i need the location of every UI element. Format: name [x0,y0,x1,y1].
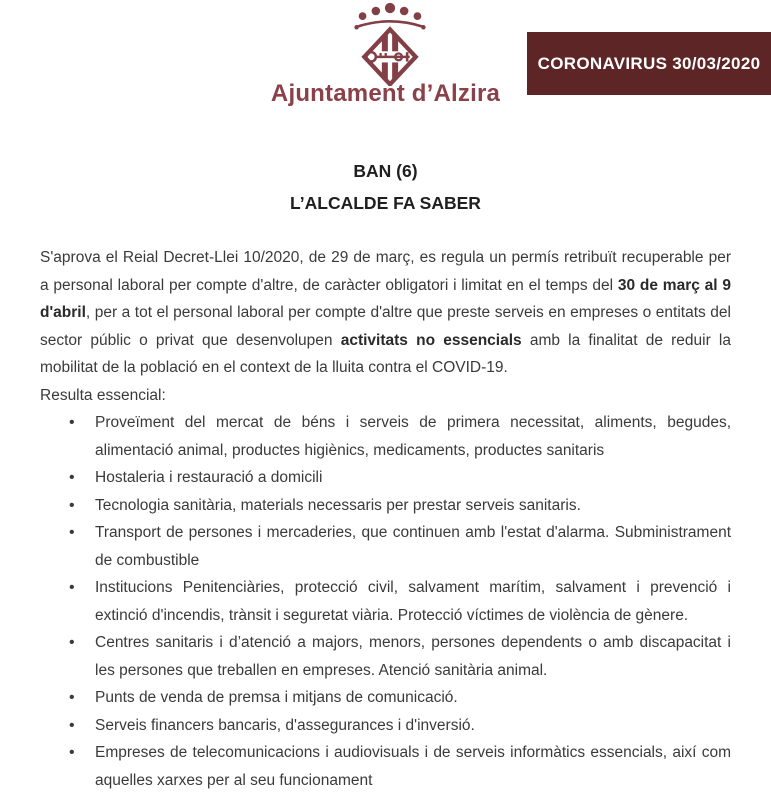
bold-text-segment: 30 de març al 9 d'abril [40,276,731,321]
bold-text-segment: activitats no essencials [340,331,522,349]
document-body [40,244,731,794]
title-line-2: L’ALCALDE FA SABER [290,193,481,213]
text-segment: S'aprova el Reial Decret-Llei 10/2020, de 29 de març, es regula un permís retribuït recuperable per a personal laboral per compte d'altre, de caràcter obligatori i limitat en el temps del [40,249,731,294]
list-item: • Empreses de telecomunicacions i audiovisuals i de serveis informàtics essencials, així com aquelles xarxes per al seu funcionament [40,739,731,794]
list-item: • Punts de venda de premsa i mitjans de comunicació. [40,684,731,712]
list-item: • Institucions Penitenciàries, protecció civil, salvament marítim, salvament i prevenció i extinció d'incendis, trànsit i seguretat viària. Protecció víctimes de violència de gènere. [40,574,731,629]
list-item: • Hostaleria i restauració a domicili [40,464,731,492]
org-name: Ajuntament d’Alzira [270,80,501,107]
banner-label: CORONAVIRUS 30/03/2020 [537,53,761,73]
coronavirus-date-banner [527,32,771,95]
list-item: • Proveïment del mercat de béns i serveis de primera necessitat, aliments, begudes, alimentació animal, productes higiènics, medicaments, productes sanitaris [40,409,731,464]
list-item: • Tecnologia sanitària, materials necessaris per prestar serveis sanitaris. [40,492,731,520]
text-segment: amb la finalitat de reduir la mobilitat de la població en el context de la lluita contra el COVID-19. [40,331,731,376]
lead-in-line: Resulta essencial: [40,386,166,404]
text-segment: , per a tot el personal laboral per compte d'altre que preste serveis en empreses o entitats del sector públic o privat que desenvolupen [40,304,731,349]
alzira-coat-of-arms-icon [347,2,433,86]
intro-paragraph [40,244,731,382]
list-item: • Centres sanitaris i d’atenció a majors, menors, persones dependents o amb discapacitat i les persones que treballen en empreses. Atenció sanitària animal. [40,629,731,684]
title-line-1: BAN (6) [353,161,418,181]
list-item: • Transport de persones i mercaderies, que continuen amb l'estat d'alarma. Subministrament de combustible [40,519,731,574]
list-item: • Serveis financers bancaris, d'assegurances i d'inversió. [40,712,731,740]
document-title [0,155,771,219]
essential-activities-list [40,409,731,794]
